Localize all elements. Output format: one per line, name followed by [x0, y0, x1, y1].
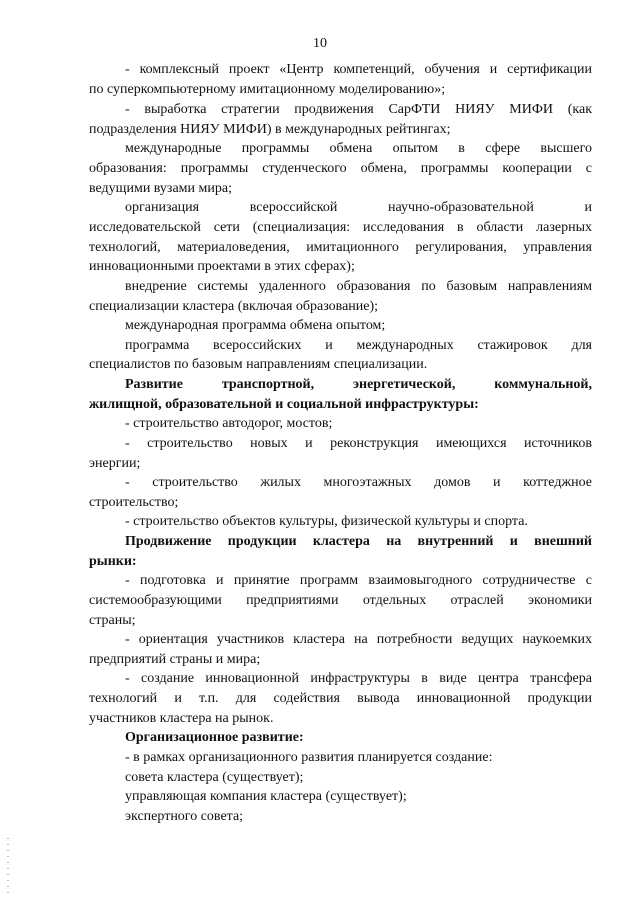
text-line: строительство;	[89, 495, 179, 510]
text-line: - подготовка и принятие программ взаимовыгодного сотрудничестве с	[125, 573, 592, 588]
text-line: технологий и т.п. для содействия вывода инновационной продукции	[89, 691, 592, 706]
text-line: - строительство объектов культуры, физической культуры и спорта.	[125, 514, 528, 529]
text-line: участников кластера на рынок.	[89, 711, 274, 726]
text-line: исследовательской сети (специализация: исследования в области лазерных	[89, 220, 592, 235]
text-line: - строительство автодорог, мостов;	[125, 416, 333, 431]
text-line: энергии;	[89, 456, 141, 471]
section-heading: Развитие транспортной, энергетической, коммунальной,	[125, 377, 592, 392]
text-line: - строительство жилых многоэтажных домов и коттеджное	[125, 475, 592, 490]
text-line: технологий, материаловедения, имитационного регулирования, управления	[89, 240, 592, 255]
text-line: - выработка стратегии продвижения СарФТИ НИЯУ МИФИ (как	[125, 102, 592, 117]
text-line: по суперкомпьютерному имитационному моделированию»;	[89, 82, 446, 97]
text-line: - комплексный проект «Центр компетенций, обучения и сертификации	[125, 62, 592, 77]
section-heading: жилищной, образовательной и социальной инфраструктуры:	[89, 397, 479, 412]
text-line: подразделения НИЯУ МИФИ) в международных рейтингах;	[89, 122, 451, 137]
text-line: экспертного совета;	[125, 809, 244, 824]
scan-margin-marks	[7, 838, 9, 898]
text-line: образования: программы студенческого обмена, программы кооперации с	[89, 161, 592, 176]
text-line: - в рамках организационного развития планируется создание:	[125, 750, 493, 765]
page-number: 10	[313, 36, 327, 51]
text-line: страны;	[89, 613, 136, 628]
text-line: специалистов по базовым направлениям специализации.	[89, 357, 428, 372]
text-line: ведущими вузами мира;	[89, 181, 232, 196]
text-line: управляющая компания кластера (существует);	[125, 789, 407, 804]
text-line: предприятий страны и мира;	[89, 652, 261, 667]
section-heading: рынки:	[89, 554, 137, 569]
text-line: - создание инновационной инфраструктуры в виде центра трансфера	[125, 671, 592, 686]
text-line: программа всероссийских и международных стажировок для	[125, 338, 592, 353]
text-line: международная программа обмена опытом;	[125, 318, 386, 333]
text-line: организация всероссийской научно-образовательной и	[125, 200, 592, 215]
text-line: специализации кластера (включая образование);	[89, 299, 379, 314]
text-line: совета кластера (существует);	[125, 770, 304, 785]
text-line: системообразующими предприятиями отдельных отраслей экономики	[89, 593, 592, 608]
text-line: инновационными проектами в этих сферах);	[89, 259, 355, 274]
text-line: - ориентация участников кластера на потребности ведущих наукоемких	[125, 632, 592, 647]
text-line: - строительство новых и реконструкция имеющихся источников	[125, 436, 592, 451]
text-line: внедрение системы удаленного образования по базовым направлениям	[125, 279, 592, 294]
section-heading: Организационное развитие:	[125, 730, 304, 745]
section-heading: Продвижение продукции кластера на внутренний и внешний	[125, 534, 592, 549]
text-line: международные программы обмена опытом в сфере высшего	[125, 141, 592, 156]
